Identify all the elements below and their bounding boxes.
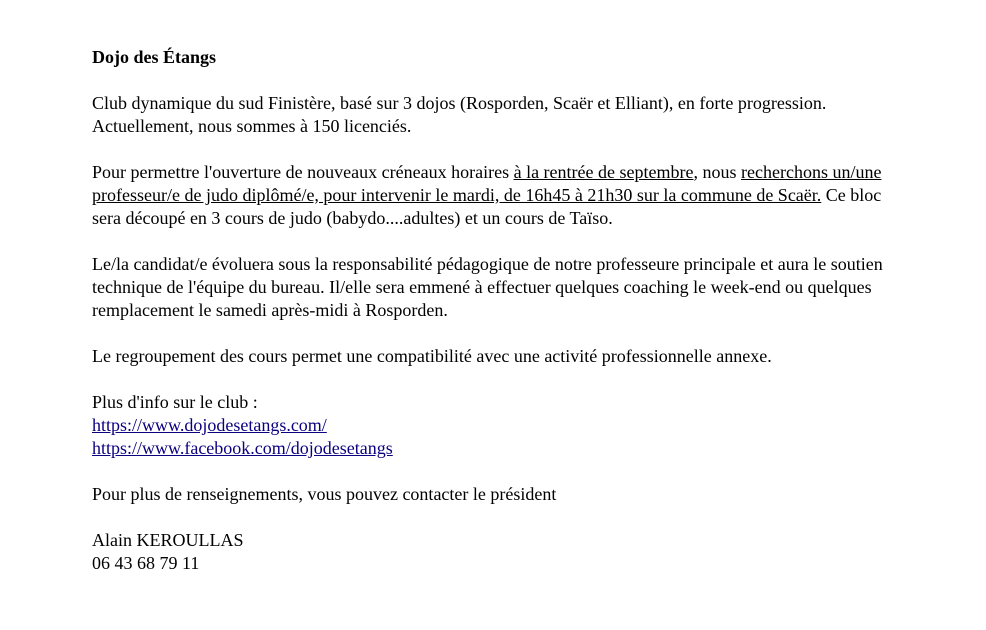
- club-facebook-link[interactable]: https://www.facebook.com/dojodesetangs: [92, 438, 393, 458]
- contact-paragraph: Pour plus de renseignements, vous pouvez contacter le président: [92, 484, 557, 504]
- schedule-text-mid: , nous: [693, 162, 741, 182]
- schedule-date-underlined: à la rentrée de septembre: [513, 162, 694, 182]
- contact-phone: 06 43 68 79 11: [92, 553, 200, 573]
- info-label: Plus d'info sur le club :: [92, 392, 258, 412]
- document-title: Dojo des Étangs: [92, 47, 217, 67]
- job-requirement-underlined: recherchons un/une professeur/e de judo diplômé/e, pour intervenir le mardi, de 16h45 à 21h30 sur la commune de Scaër.: [92, 162, 882, 205]
- signature-block: [92, 529, 892, 575]
- club-website-link[interactable]: https://www.dojodesetangs.com/: [92, 415, 327, 435]
- job-posting-document: [92, 46, 892, 598]
- responsibility-paragraph: Le/la candidat/e évoluera sous la responsabilité pédagogique de notre professeure principale et aura le soutien technique de l'équipe du bureau. Il/elle sera emmené à effectuer quelques coaching le week-end ou quelques remplacement le samedi après-midi à Rosporden.: [92, 254, 883, 320]
- contact-name: Alain KEROULLAS: [92, 530, 244, 550]
- intro-paragraph: Club dynamique du sud Finistère, basé sur 3 dojos (Rosporden, Scaër et Elliant), en forte progression. Actuellement, nous sommes à 150 licenciés.: [92, 93, 827, 136]
- schedule-text-start: Pour permettre l'ouverture de nouveaux créneaux horaires: [92, 162, 514, 182]
- schedule-paragraph: [92, 161, 892, 230]
- info-section: [92, 391, 892, 460]
- schedule-text-end: Ce bloc sera découpé en 3 cours de judo (babydo....adultes) et un cours de Taïso.: [92, 185, 882, 228]
- compatibility-paragraph: Le regroupement des cours permet une compatibilité avec une activité professionnelle annexe.: [92, 346, 772, 366]
